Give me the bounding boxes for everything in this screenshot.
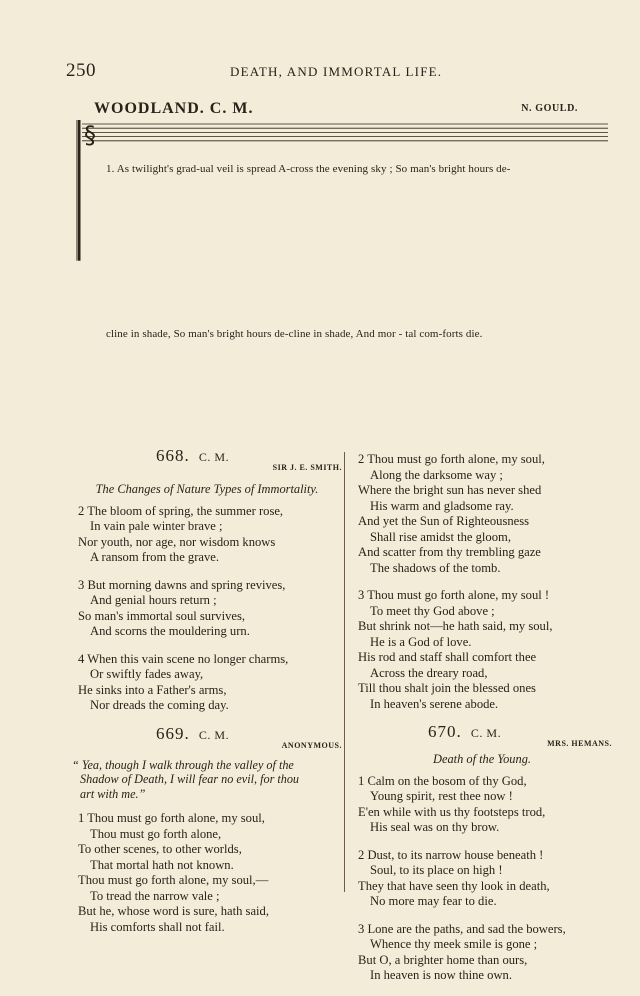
hymn-meter: C. M.	[198, 727, 230, 742]
stanza	[72, 578, 342, 640]
stanza-line: His rod and staff shall comfort thee	[358, 650, 537, 664]
hymn-669-stanzas-continued	[352, 452, 612, 712]
stanza-line: Or swiftly fades away,	[90, 667, 204, 681]
stanza-line: E'en while with us thy footsteps trod,	[358, 804, 546, 819]
stanza-line: Where the bright sun has never shed	[358, 483, 542, 497]
hymn-author: ANONYMOUS.	[281, 740, 342, 750]
stanza-line: 3 Thou must go forth alone, my soul !	[358, 588, 550, 602]
page-number: 250	[66, 60, 96, 81]
stanza-line: He sinks into a Father's arms,	[78, 682, 227, 697]
hymn-670-heading	[352, 724, 612, 746]
lyrics-system-2: cline in shade, So man's bright hours de-cline in shade, And mor - tal com-forts die.	[106, 328, 483, 340]
treble-clef-icon: §	[84, 120, 96, 149]
stanza-line: But shrink not—he hath said, my soul,	[358, 619, 553, 633]
hymn-author: MRS. HEMANS.	[547, 739, 612, 748]
stanza-line: In vain pale winter brave ;	[90, 519, 223, 533]
stanza-line: And scatter from thy trembling gaze	[358, 545, 541, 559]
hymn-number: 670.	[428, 722, 462, 741]
stanza-line: Nor youth, nor age, nor wisdom knows	[78, 534, 276, 549]
stanza-line: Nor dreads the coming day.	[90, 698, 229, 712]
stanza-line: And genial hours return ;	[90, 593, 217, 607]
hymn-668-heading	[72, 448, 342, 470]
stanza-line: His seal was on thy brow.	[370, 820, 500, 834]
lyrics-system-1: 1. As twilight's grad-ual veil is spread A-cross the evening sky ; So man's bright hours de-	[106, 163, 511, 175]
hymn-number: 668.	[156, 446, 190, 465]
stanza	[72, 504, 342, 566]
right-column	[352, 452, 612, 996]
hymn-669-stanza-1	[72, 811, 342, 935]
hymn-668-stanzas	[72, 504, 342, 714]
stanza-line: The shadows of the tomb.	[370, 560, 501, 575]
stanza-line: No more may fear to die.	[370, 894, 497, 908]
stanza	[352, 452, 612, 576]
stanza-line: 2 Thou must go forth alone, my soul,	[358, 452, 545, 466]
tune-title: WOODLAND. C. M.	[94, 100, 254, 117]
hymn-author: SIR J. E. SMITH.	[272, 463, 342, 472]
stanza	[72, 652, 342, 714]
stanza	[72, 811, 342, 935]
hymn-meter: C. M.	[470, 726, 502, 740]
hymn-epigraph	[72, 758, 342, 802]
hymn-669-heading	[72, 723, 342, 750]
music-system-1	[76, 120, 608, 270]
stanza-line: He is a God of love.	[370, 634, 472, 649]
stanza-line: And scorns the mouldering urn.	[90, 624, 250, 638]
stanza-line: A ransom from the grave.	[90, 550, 220, 564]
stanza-line: In heaven's serene abode.	[370, 696, 499, 711]
music-system-2	[76, 288, 608, 438]
stanza-line: 1 Thou must go forth alone, my soul,	[78, 811, 265, 825]
stanza-line: Thou must go forth alone,	[90, 826, 222, 841]
running-head: DEATH, AND IMMORTAL LIFE.	[230, 64, 443, 79]
stanza-line: 2 Dust, to its narrow house beneath !	[358, 847, 544, 862]
stanza-line: 3 Lone are the paths, and sad the bowers,	[358, 921, 566, 936]
stanza-line: 1 Calm on the bosom of thy God,	[358, 773, 527, 788]
music-notation-system-1	[76, 120, 608, 270]
stanza-line: Along the darksome way ;	[370, 467, 503, 482]
stanza-line: Young spirit, rest thee now !	[370, 789, 513, 803]
stanza-line: And yet the Sun of Righteousness	[358, 514, 530, 528]
stanza-line: So man's immortal soul survives,	[78, 608, 246, 623]
stanza-line: But O, a brighter home than ours,	[358, 952, 528, 967]
hymn-subtitle: Death of the Young.	[433, 752, 531, 766]
stanza-line: 2 The bloom of spring, the summer rose,	[78, 503, 284, 518]
stanza	[352, 922, 612, 984]
stanza-line: But he, whose word is sure, hath said,	[78, 904, 269, 918]
stanza-line: Soul, to its place on high !	[370, 863, 503, 877]
hymn-number: 669.	[156, 723, 190, 743]
epigraph-line: Shadow of Death, I will fear no evil, for thou	[80, 772, 300, 786]
stanza-line: His comforts shall not fail.	[90, 919, 225, 934]
stanza	[352, 588, 612, 712]
column-divider	[344, 452, 345, 892]
stanza-line: To meet thy God above ;	[370, 603, 495, 618]
music-notation-system-2	[76, 288, 608, 438]
tune-composer: N. GOULD.	[521, 103, 578, 114]
stanza-line: 4 When this vain scene no longer charms,	[78, 651, 289, 666]
stanza-line: To other scenes, to other worlds,	[78, 842, 242, 856]
stanza-line: 3 But morning dawns and spring revives,	[78, 577, 286, 592]
hymn-meter: C. M.	[198, 450, 230, 464]
stanza-line: Across the dreary road,	[370, 665, 488, 680]
stanza-line: To tread the narrow vale ;	[90, 888, 220, 903]
hymn-670-stanzas	[352, 774, 612, 984]
stanza-line: Thou must go forth alone, my soul,—	[78, 873, 269, 887]
stanza	[352, 774, 612, 836]
epigraph-line: art with me.”	[80, 786, 146, 801]
stanza-line: Shall rise amidst the gloom,	[370, 529, 511, 544]
stanza-line: Whence thy meek smile is gone ;	[370, 937, 538, 951]
stanza-line: Till thou shalt join the blessed ones	[358, 681, 536, 695]
left-column	[72, 448, 342, 947]
stanza	[352, 848, 612, 910]
epigraph-line: “ Yea, though I walk through the valley of the	[72, 757, 294, 772]
hymn-subtitle: The Changes of Nature Types of Immortality.	[95, 482, 319, 496]
stanza-line: His warm and gladsome ray.	[370, 498, 514, 513]
stanza-line: They that have seen thy look in death,	[358, 878, 550, 893]
stanza-line: In heaven is now thine own.	[370, 968, 512, 982]
stanza-line: That mortal hath not known.	[90, 857, 234, 872]
